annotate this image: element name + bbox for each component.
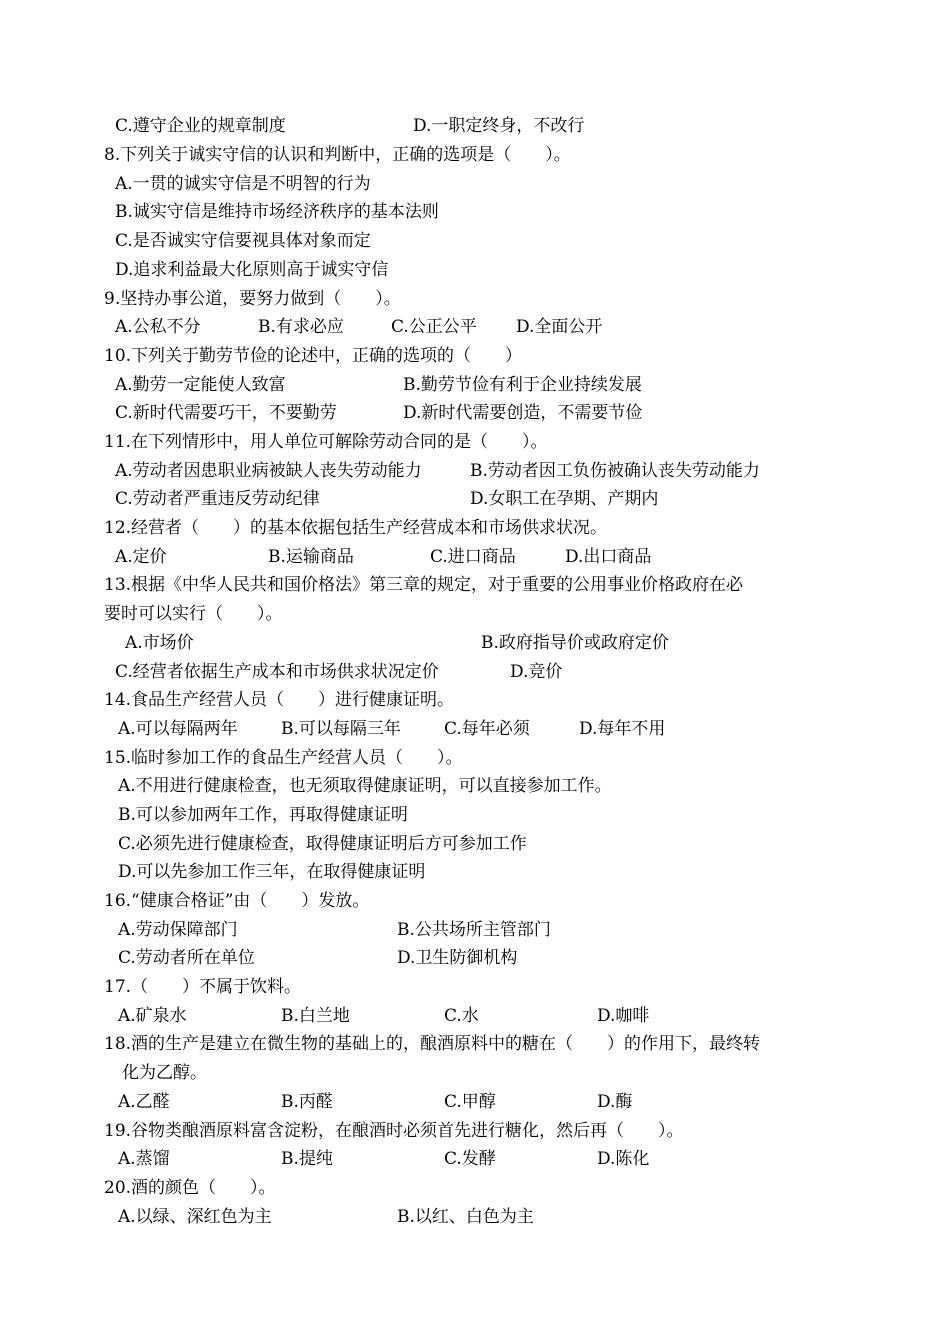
answer-option: B.可以每隔三年	[281, 719, 401, 739]
answer-option: A.公私不分	[115, 317, 201, 337]
answer-option: A.可以每隔两年	[118, 719, 238, 739]
answer-option: A.劳动保障部门	[118, 920, 238, 940]
answer-option: B.劳动者因工负伤被确认丧失劳动能力	[470, 461, 760, 481]
answer-option: D.咖啡	[597, 1006, 650, 1026]
line-text: C.是否诚实守信要视具体对象而定	[115, 231, 371, 251]
answer-option: C.遵守企业的规章制度	[115, 116, 286, 136]
answer-option: C.公正公平	[391, 317, 477, 337]
line-text: D.可以先参加工作三年，在取得健康证明	[118, 862, 426, 882]
question-text: 18.酒的生产是建立在微生物的基础上的，酿酒原料中的糖在（ ）的作用下，最终转	[104, 1034, 761, 1054]
answer-option: D.竞价	[510, 662, 563, 682]
answer-option: D.新时代需要创造，不需要节俭	[403, 403, 643, 423]
answer-option: A.定价	[115, 547, 167, 567]
question-text: 11.在下列情形中，用人单位可解除劳动合同的是（ ）。	[104, 432, 548, 452]
line-text: C.必须先进行健康检查，取得健康证明后方可参加工作	[118, 834, 527, 854]
answer-option: A.矿泉水	[118, 1006, 187, 1026]
answer-option: D.酶	[597, 1092, 633, 1112]
answer-option: C.水	[444, 1006, 479, 1026]
question-text: 20.酒的颜色（ ）。	[104, 1178, 276, 1198]
line-text: B.可以参加两年工作，再取得健康证明	[118, 805, 408, 825]
answer-option: A.劳动者因患职业病被缺人丧失劳动能力	[115, 461, 422, 481]
answer-option: B.公共场所主管部门	[397, 920, 551, 940]
line-text: D.追求利益最大化原则高于诚实守信	[115, 260, 389, 280]
answer-option: D.全面公开	[516, 317, 603, 337]
answer-option: A.勤劳一定能使人致富	[115, 375, 286, 395]
answer-option: C.经营者依据生产成本和市场供求状况定价	[115, 662, 439, 682]
question-text: 10.下列关于勤劳节俭的论述中，正确的选项的（ ）	[104, 346, 523, 366]
answer-option: A.蒸馏	[118, 1149, 170, 1169]
answer-option: D.卫生防御机构	[397, 948, 518, 968]
line-text: B.诚实守信是维持市场经济秩序的基本法则	[115, 202, 439, 222]
question-text: 14.食品生产经营人员（ ）进行健康证明。	[104, 690, 455, 710]
question-text: 12.经营者（ ）的基本依据包括生产经营成本和市场供求状况。	[104, 518, 608, 538]
answer-option: C.发酵	[444, 1149, 496, 1169]
answer-option: B.提纯	[281, 1149, 333, 1169]
question-text: 17.（ ）不属于饮料。	[104, 977, 302, 997]
answer-option: D.一职定终身，不改行	[413, 116, 585, 136]
line-text: 要时可以实行（ ）。	[104, 604, 283, 624]
question-text: 9.坚持办事公道，要努力做到（ ）。	[104, 289, 401, 309]
answer-option: C.甲醇	[444, 1092, 496, 1112]
question-text: 19.谷物类酿酒原料富含淀粉，在酿酒时必须首先进行糖化，然后再（ ）。	[104, 1121, 684, 1141]
answer-option: C.进口商品	[430, 547, 516, 567]
answer-option: C.每年必须	[444, 719, 530, 739]
question-text: 8.下列关于诚实守信的认识和判断中，正确的选项是（ ）。	[104, 145, 571, 165]
answer-option: B.运输商品	[268, 547, 354, 567]
line-text: A.一贯的诚实守信是不明智的行为	[115, 174, 371, 194]
answer-option: C.劳动者所在单位	[118, 948, 255, 968]
answer-option: B.以红、白色为主	[397, 1207, 534, 1227]
answer-option: B.政府指导价或政府定价	[481, 633, 669, 653]
answer-option: C.劳动者严重违反劳动纪律	[115, 489, 320, 509]
answer-option: B.勤劳节俭有利于企业持续发展	[403, 375, 642, 395]
answer-option: C.新时代需要巧干，不要勤劳	[115, 403, 337, 423]
answer-option: A.乙醛	[118, 1092, 170, 1112]
answer-option: B.白兰地	[281, 1006, 350, 1026]
line-text: A.不用进行健康检查，也无须取得健康证明，可以直接参加工作。	[118, 776, 612, 796]
answer-option: A.市场价	[125, 633, 194, 653]
line-text: 化为乙醇。	[122, 1063, 207, 1083]
answer-option: D.陈化	[597, 1149, 650, 1169]
answer-option: B.有求必应	[258, 317, 344, 337]
question-text: 13.根据《中华人民共和国价格法》第三章的规定，对于重要的公用事业价格政府在必	[104, 575, 744, 595]
question-text: 16.“健康合格证”由（ ）发放。	[104, 891, 370, 911]
answer-option: D.女职工在孕期、产期内	[470, 489, 659, 509]
question-text: 15.临时参加工作的食品生产经营人员（ ）。	[104, 748, 463, 768]
answer-option: D.每年不用	[579, 719, 666, 739]
answer-option: D.出口商品	[565, 547, 652, 567]
answer-option: A.以绿、深红色为主	[118, 1207, 272, 1227]
answer-option: B.丙醛	[281, 1092, 333, 1112]
